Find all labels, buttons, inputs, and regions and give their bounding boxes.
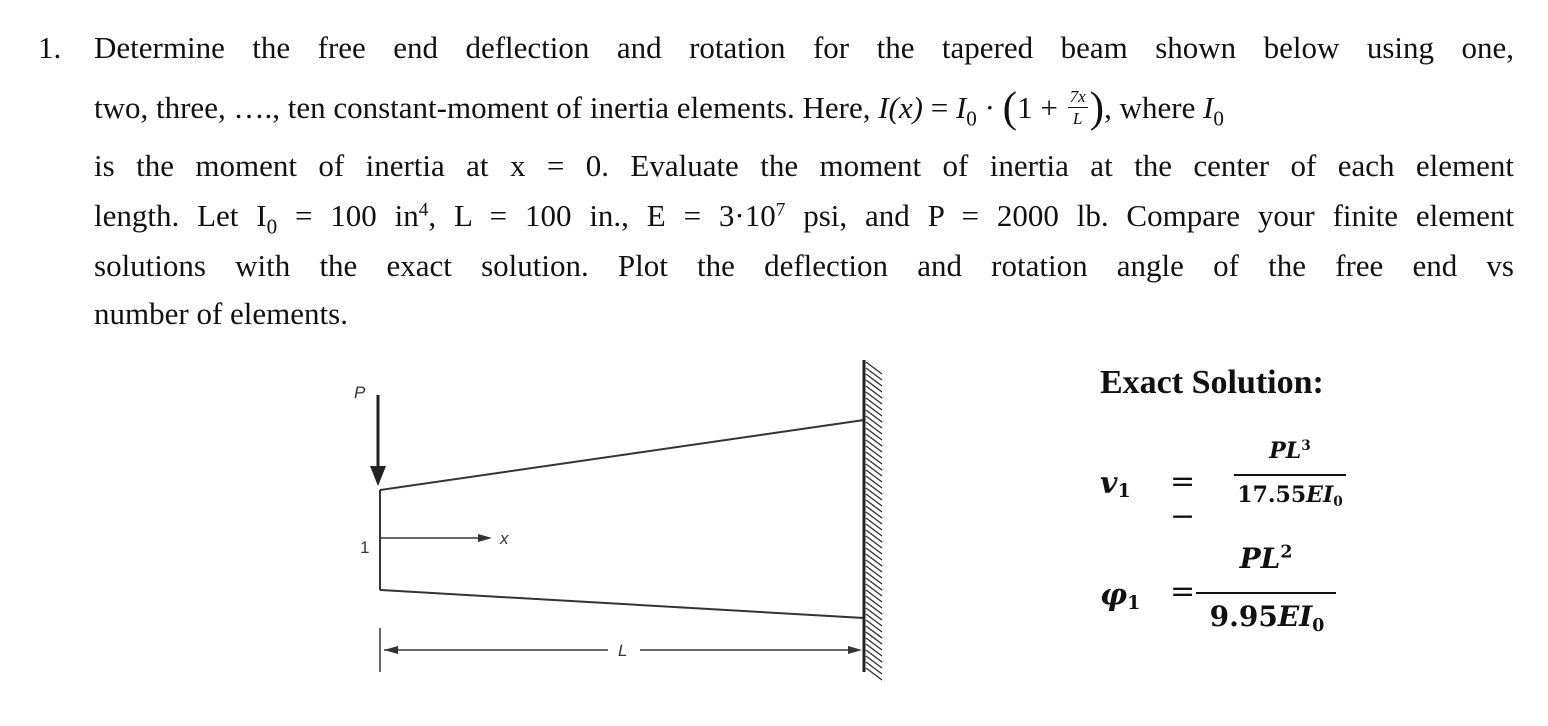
hatch-line [866,590,882,602]
hatch-line [866,554,882,566]
node-label: 1 [360,538,370,557]
load-label: P [354,383,366,402]
hatch-line [866,656,882,668]
hatch-line [866,404,882,416]
rotation-subscript: 1 [1127,591,1141,614]
problem-line-1: Determine the free end deflection and rotation for the tapered beam shown below using one, [94,30,1514,65]
hatch-line [866,440,882,452]
e-exponent: 7 [775,199,786,221]
dot-operator: · [976,90,1003,126]
hatch-line [866,614,882,626]
problem-line-2 [94,83,1224,132]
one-plus: 1 + [1017,90,1066,126]
hatch-line [866,428,882,440]
deflection-subscript: 1 [1117,479,1131,502]
rotation-den-subscript: 0 [1312,616,1325,637]
hatch-line [866,488,882,500]
hatch-line [866,530,882,542]
hatch-line [866,422,882,434]
hatch-line [866,596,882,608]
deflection-equals: = − [1170,464,1196,534]
hatch-line [866,626,882,638]
problem-statement [0,0,1548,340]
deflection-num-symbol: PL [1269,438,1302,465]
equals-sign: = [922,90,956,126]
line-4-text-a: length. Let I [94,198,267,233]
hatch-line [866,578,882,590]
hatch-line [866,482,882,494]
deflection-denominator [1230,482,1350,510]
tapered-beam-figure [340,360,900,690]
dimension-arrow-left [384,646,398,654]
hatch-line [866,458,882,470]
hatch-line [866,566,882,578]
hatch-line [866,392,882,404]
hatch-line [866,362,882,374]
rotation-fraction-bar [1196,592,1336,594]
taper-fraction [1068,88,1088,127]
x-axis-head [478,534,492,542]
open-paren: ( [1002,83,1018,132]
beam-top-edge [380,420,864,490]
problem-line-2-text: two, three, …., ten constant-moment of inertia elements. Here, [94,90,879,126]
deflection-lhs [1100,466,1131,502]
rotation-den-coefficient: 9.95 [1209,600,1278,633]
hatch-line [866,500,882,512]
rotation-symbol: φ [1100,578,1128,613]
rotation-num-symbol: PL [1239,542,1281,575]
hatch-line [866,560,882,572]
deflection-den-symbol: EI [1306,482,1334,508]
deflection-den-coefficient: 17.55 [1237,482,1307,508]
hatch-line [866,476,882,488]
line-4-text-d: psi, and P = 2000 lb. Compare your finite element [785,198,1514,233]
hatch-line [866,368,882,380]
hatch-line [866,650,882,662]
inertia-symbol: I [955,90,967,126]
hatch-line [866,518,882,530]
inertia-function: I(x) [878,90,923,126]
rotation-denominator [1192,600,1342,636]
line-4-text-c: , L = 100 in., E = 3·10 [428,198,776,233]
hatch-line [866,608,882,620]
hatch-line [866,536,882,548]
rotation-lhs [1100,578,1140,614]
fraction-numerator: 7x [1068,88,1088,108]
i0-subscript: 0 [266,214,278,239]
exact-solution-title: Exact Solution: [1100,364,1324,401]
hatch-line [866,374,882,386]
hatch-line [866,380,882,392]
dimension-arrow-right [848,646,862,654]
where-text: , where [1104,90,1204,126]
problem-line-3: is the moment of inertia at x = 0. Evaluate the moment of inertia at the center of each element [94,148,1514,183]
problem-line-6: number of elements. [94,296,348,331]
x-axis-label: x [500,529,509,548]
deflection-symbol: v [1100,466,1118,501]
hatch-line [866,416,882,428]
rotation-num-exponent: 2 [1280,542,1293,563]
inertia-subscript-2: 0 [1213,106,1224,131]
inertia-symbol-2: I [1203,90,1214,126]
deflection-den-subscript: 0 [1333,494,1343,511]
length-label: L [618,641,628,660]
hatch-line [866,494,882,506]
hatch-line [866,662,882,674]
hatch-line [866,602,882,614]
hatch-line [866,470,882,482]
hatch-line [866,572,882,584]
beam-diagram [340,360,900,690]
deflection-fraction-bar [1234,474,1346,476]
hatch-line [866,620,882,632]
rotation-den-symbol: EI [1277,600,1313,633]
hatch-line [866,410,882,422]
hatch-line [866,512,882,524]
hatch-line [866,452,882,464]
hatch-line [866,584,882,596]
hatch-line [866,434,882,446]
rotation-equals: = [1170,574,1196,609]
hatch-line [866,644,882,656]
hatch-line [866,638,882,650]
close-paren: ) [1089,83,1105,132]
hatch-line [866,542,882,554]
hatch-line [866,632,882,644]
hatch-line [866,464,882,476]
problem-line-5: solutions with the exact solution. Plot the deflection and rotation angle of the free end vs [94,248,1514,283]
deflection-num-exponent: 3 [1301,438,1311,454]
deflection-numerator [1234,438,1346,464]
rotation-numerator [1196,542,1336,575]
hatch-line [866,386,882,398]
hatch-line [866,548,882,560]
problem-line-4 [94,198,1514,239]
load-arrow-head [370,466,386,486]
inertia-subscript: 0 [966,106,977,131]
hatch-line [866,506,882,518]
in4-exponent: 4 [418,199,429,221]
hatch-line [866,398,882,410]
hatch-line [866,524,882,536]
hatch-line [866,446,882,458]
beam-bottom-edge [380,590,864,618]
line-4-text-b: = 100 in [277,198,419,233]
fraction-denominator: L [1072,109,1083,129]
wall-hatching [866,362,882,680]
problem-number: 1. [38,30,62,65]
hatch-line [866,668,882,680]
